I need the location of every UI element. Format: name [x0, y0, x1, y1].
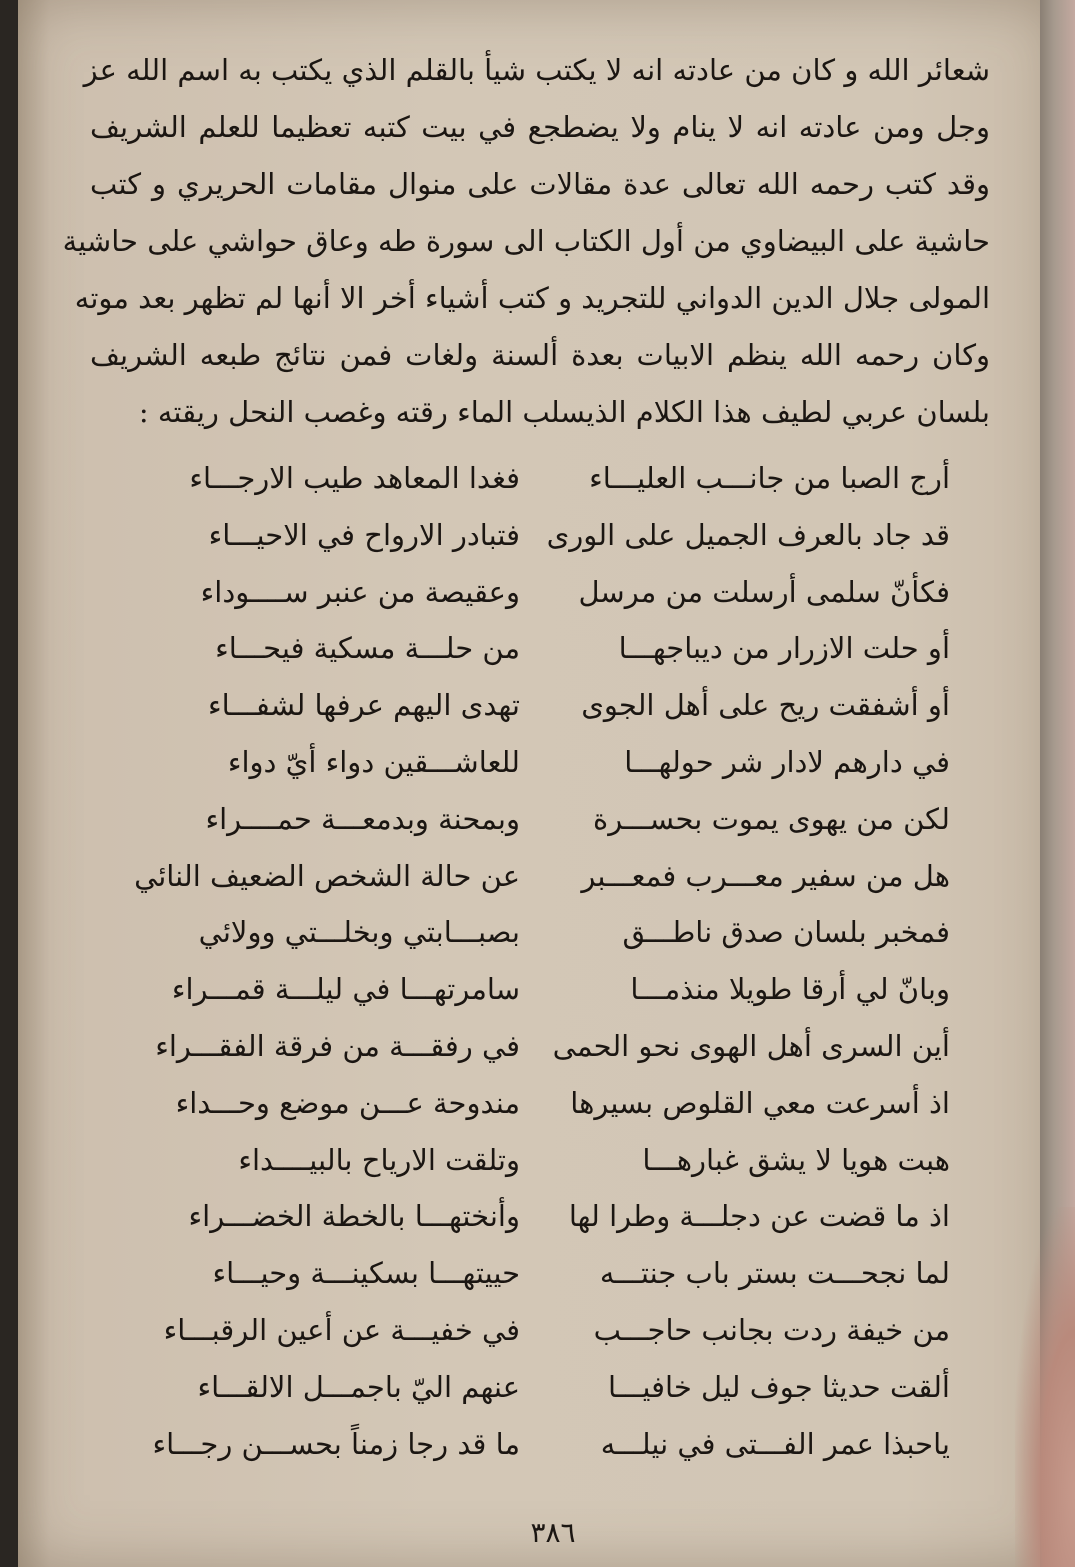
verse-second-hemistich: وبمحنة وبدمعـــة حمــــراء	[205, 801, 520, 836]
prose-line: شعائر الله و كان من عادته انه لا يكتب شيأ بالقلم الذي يكتب به اسم الله عز	[83, 53, 990, 87]
verse-first-hemistich: ألقت حديثا جوف ليل خافيـــا	[608, 1369, 950, 1404]
verse-second-hemistich: عن حالة الشخص الضعيف النائي	[134, 858, 520, 893]
verse-second-hemistich: وأنختهـــا بالخطة الخضـــراء	[188, 1199, 520, 1234]
verse-second-hemistich: فغدا المعاهد طيب الارجـــاء	[189, 461, 520, 495]
verse-row	[18, 1359, 1060, 1416]
verse-second-hemistich: عنهم اليّ باجمـــل الالقـــاء	[197, 1369, 520, 1404]
verse-first-hemistich: في دارهم لادار شر حولهـــا	[624, 744, 950, 779]
verse-second-hemistich: وعقيصة من عنبر ســــوداء	[200, 574, 520, 609]
prose-block	[62, 42, 990, 441]
verse-row	[18, 1132, 1060, 1189]
verse-first-hemistich: لما نجحـــت بستر باب جنتـــه	[599, 1256, 950, 1291]
verse-row	[18, 677, 1060, 734]
verse-second-hemistich: من حلـــة مسكية فيحـــاء	[215, 631, 520, 666]
prose-line: بلسان عربي لطيف هذا الكلام الذيسلب الماء رقته وغصب النحل ريقته :	[138, 395, 990, 429]
prose-line: وجل ومن عادته انه لا ينام ولا يضطجع في بيت كتبه تعظيما للعلم الشريف	[90, 110, 990, 144]
verse-first-hemistich: اذ أسرعت معي القلوص بسيرها	[570, 1085, 950, 1120]
verse-row	[18, 1188, 1060, 1245]
verse-second-hemistich: للعاشـــقين دواء أيّ دواء	[227, 744, 520, 779]
verse-first-hemistich: أو حلت الازرار من ديباجهـــا	[618, 631, 950, 666]
verse-first-hemistich: من خيفة ردت بجانب حاجـــب	[593, 1312, 950, 1347]
verse-second-hemistich: مندوحة عـــن موضع وحـــداء	[175, 1085, 520, 1120]
verse-first-hemistich: هل من سفير معـــرب فمعـــبر	[581, 858, 950, 893]
verse-second-hemistich: في رفقـــة من فرقة الفقـــراء	[155, 1028, 520, 1063]
thumb-edge	[1015, 1207, 1075, 1567]
verse-second-hemistich: ما قد رجا زمناً بحســـن رجـــاء	[152, 1426, 520, 1461]
prose-line: وكان رحمه الله ينظم الابيات بعدة ألسنة ولغات فمن نتائج طبعه الشريف	[90, 338, 990, 372]
verse-first-hemistich: أين السرى أهل الهوى نحو الحمى	[552, 1028, 950, 1063]
verse-row	[18, 620, 1060, 677]
prose-line: حاشية على البيضاوي من أول الكتاب الى سورة طه وعاق حواشي على حاشية	[62, 224, 990, 258]
verse-second-hemistich: فتبادر الارواح في الاحيـــاء	[208, 517, 520, 552]
verse-row	[18, 734, 1060, 791]
verse-first-hemistich: أو أشفقت ريح على أهل الجوى	[581, 688, 950, 723]
verse-first-hemistich: هبت هويا لا يشق غبارهـــا	[642, 1142, 950, 1177]
verse-row	[18, 791, 1060, 848]
verse-second-hemistich: حييتهـــا بسكينـــة وحيـــاء	[212, 1256, 520, 1291]
poem-verses	[18, 450, 1060, 1472]
verse-row	[18, 507, 1060, 564]
verse-second-hemistich: تهدى اليهم عرفها لشفـــاء	[207, 688, 520, 723]
verse-first-hemistich: لكن من يهوى يموت بحســـرة	[593, 801, 950, 836]
verse-row	[18, 564, 1060, 621]
verse-first-hemistich: ياحبذا عمر الفـــتى في نيلـــه	[600, 1426, 950, 1461]
verse-row	[18, 1302, 1060, 1359]
verse-row	[18, 1075, 1060, 1132]
verse-row	[18, 1018, 1060, 1075]
verse-row	[18, 450, 1060, 507]
prose-line: المولى جلال الدين الدواني للتجريد و كتب أشياء أخر الا أنها لم تظهر بعد موته	[74, 281, 990, 315]
verse-second-hemistich: بصبـــابتي وبخلـــتي وولائي	[198, 915, 520, 950]
verse-second-hemistich: وتلقت الارياح بالبيــــداء	[238, 1142, 520, 1177]
verse-row	[18, 1416, 1060, 1473]
verse-row	[18, 848, 1060, 905]
verse-first-hemistich: اذ ما قضت عن دجلـــة وطرا لها	[568, 1199, 950, 1234]
book-page	[18, 0, 1060, 1567]
verse-first-hemistich: فمخبر بلسان صدق ناطـــق	[622, 915, 950, 950]
verse-row	[18, 904, 1060, 961]
verse-first-hemistich: فكأنّ سلمى أرسلت من مرسل	[578, 574, 950, 609]
verse-row	[18, 1245, 1060, 1302]
verse-first-hemistich: أرج الصبا من جانـــب العليـــاء	[589, 461, 950, 495]
verse-row	[18, 961, 1060, 1018]
verse-first-hemistich: وبانّ لي أرقا طويلا منذمـــا	[630, 972, 950, 1007]
verse-first-hemistich: قد جاد بالعرف الجميل على الورى	[546, 517, 950, 552]
page-number: ٣٨٦	[530, 1516, 576, 1549]
verse-second-hemistich: في خفيـــة عن أعين الرقبـــاء	[163, 1312, 520, 1347]
prose-line: وقد كتب رحمه الله تعالى عدة مقالات على منوال مقامات الحريري و كتب	[90, 167, 990, 201]
verse-second-hemistich: سامرتهـــا في ليلـــة قمـــراء	[171, 972, 520, 1007]
